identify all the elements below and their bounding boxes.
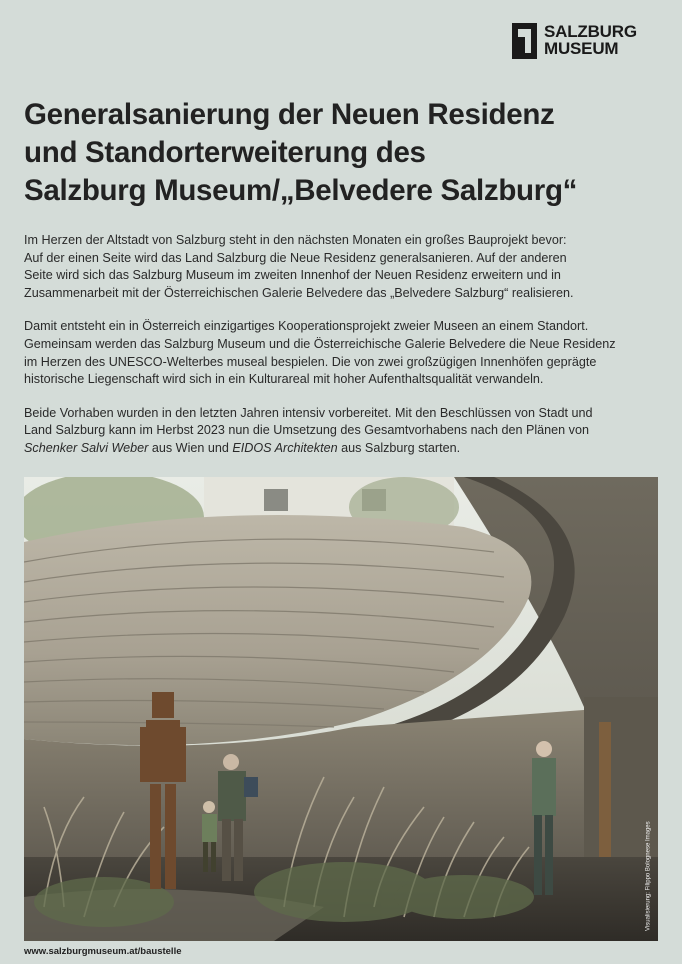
title-line-1: Generalsanierung der Neuen Residenz (24, 98, 555, 131)
title-line-3: Salzburg Museum/„Belvedere Salzburg“ (24, 174, 578, 207)
paragraph-line: im Herzen des UNESCO-Welterbes museal bespielen. Die von zwei großzügigen Innenhöfen geprägte (24, 354, 597, 369)
logo-mark-icon (512, 23, 537, 59)
paragraph-line: Im Herzen der Altstadt von Salzburg steht in den nächsten Monaten ein großes Bauprojekt bevor: (24, 233, 567, 247)
architect-name-1: Schenker Salvi Weber (24, 440, 149, 455)
paragraph-line: Seite wird sich das Salzburg Museum im zweiten Innenhof der Neuen Residenz erweitern und in (24, 268, 561, 283)
paragraph-line: Land Salzburg kann im Herbst 2023 nun die Umsetzung des Gesamtvorhabens nach den Plänen von (24, 423, 589, 438)
logo-line-2: MUSEUM (544, 39, 619, 58)
paragraph-line: Beide Vorhaben wurden in den letzten Jahren intensiv vorbereitet. Mit den Beschlüssen von Stadt und (24, 405, 593, 420)
paragraph-line: historische Liegenschaft wird sich in ein Kulturareal mit hoher Aufenthaltsqualität verwandeln. (24, 372, 544, 387)
paragraph-line: Zusammenarbeit mit der Österreichischen Galerie Belvedere das „Belvedere Salzburg“ realisieren. (24, 285, 574, 300)
paragraph-line (24, 440, 664, 458)
logo-line-1: SALZBURG (544, 22, 637, 41)
website-url: www.salzburgmuseum.at/baustelle (24, 946, 182, 957)
paragraph-3 (24, 405, 664, 458)
paragraph-fragment: aus Wien und (148, 440, 233, 455)
body-text (24, 232, 664, 474)
courtyard-visualization-image (24, 477, 658, 941)
paragraph-line: Gemeinsam werden das Salzburg Museum und die Österreichische Galerie Belvedere die Neue Residenz (24, 336, 616, 351)
salzburg-museum-logo (512, 23, 637, 59)
paragraph-line: Auf der einen Seite wird das Land Salzburg die Neue Residenz generalsanieren. Auf der anderen (24, 250, 567, 265)
paragraph-1 (24, 232, 664, 302)
paragraph-2 (24, 318, 664, 388)
architect-name-2: EIDOS Architekten (232, 440, 338, 455)
paragraph-fragment: aus Salzburg starten. (337, 440, 461, 455)
paragraph-line: Damit entsteht ein in Österreich einzigartiges Kooperationsprojekt zweier Museen an einem Standort. (24, 319, 589, 334)
logo-wordmark (544, 23, 637, 57)
title-line-2: und Standorterweiterung des (24, 136, 426, 169)
image-credit: Visualisierung: Filippo Bolognese Images (646, 821, 652, 931)
page-title (24, 96, 664, 210)
